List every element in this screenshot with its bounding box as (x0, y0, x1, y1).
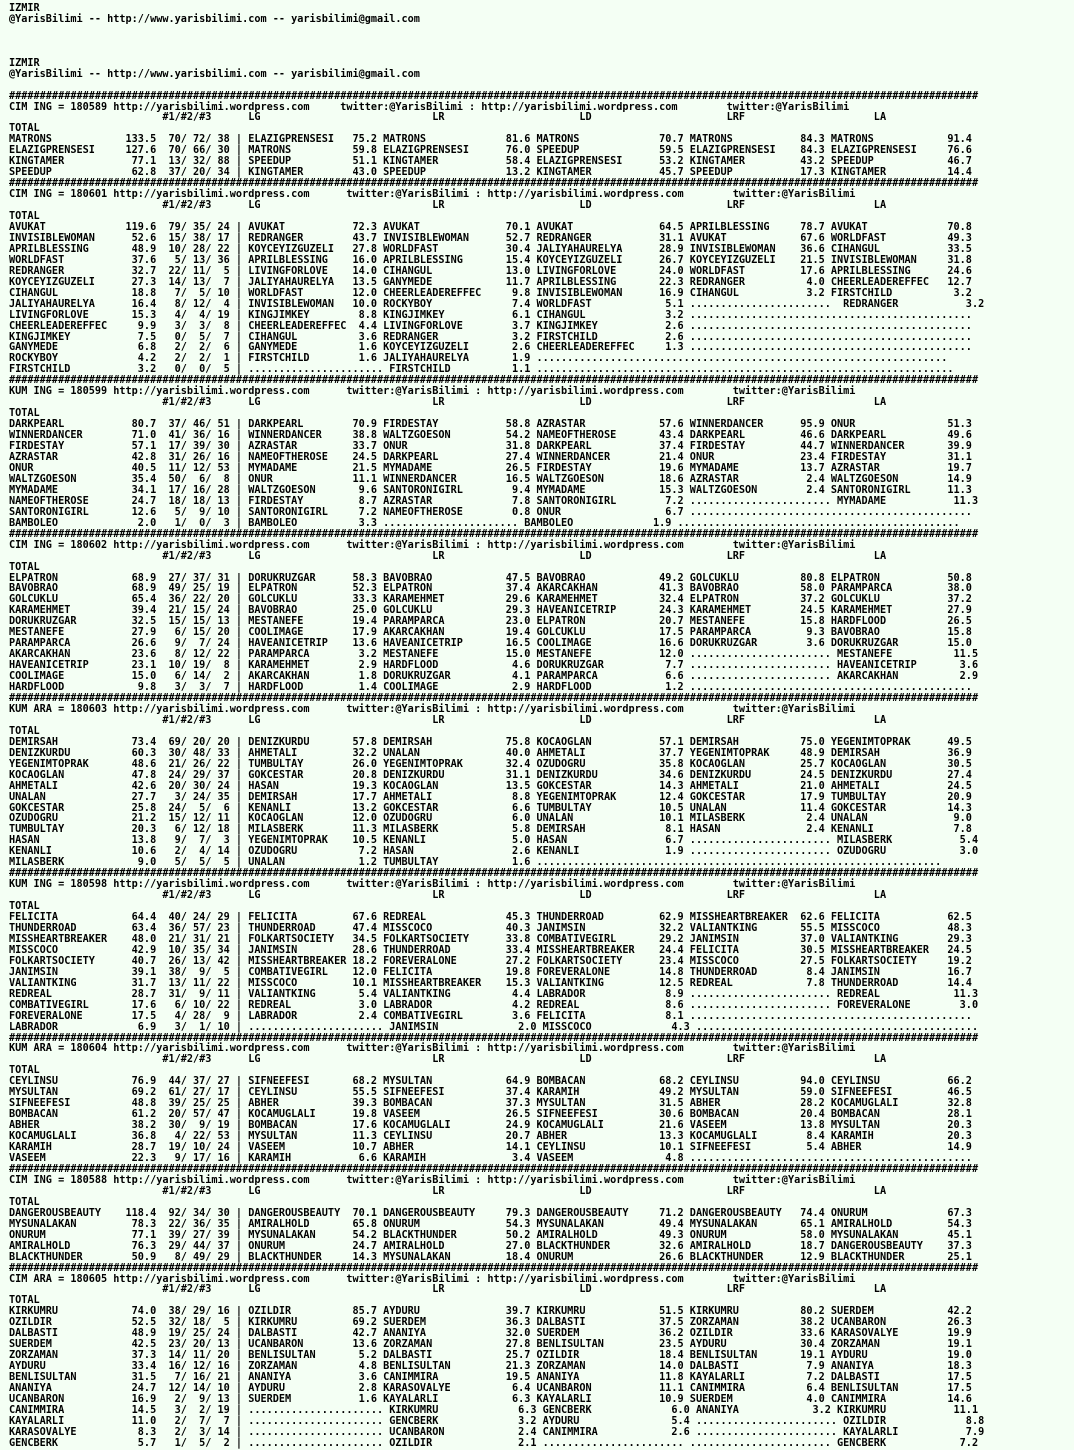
column-header: #1/#2/#3 LG LR LD LRF LA (9, 890, 887, 902)
race-header: KUM ING = 180599 http://yarisbilimi.wordpress.com twitter:@YarisBilimi : http://yarisbilimi.wordpress.com twitter:@YarisBilimi (9, 386, 856, 398)
page-title-1: IZMIR (9, 3, 40, 14)
table-row: UNALAN 27.7 3/ 24/ 35 | DEMIRSAH 17.7 AHMETALI 8.8 YEGENIMTOPRAK 12.4 GOKCESTAR 17.9 TUMBULTAY 20.9 (9, 791, 972, 803)
table-row: ONUR 40.5 11/ 12/ 53 | MYMADAME 21.5 MYMADAME 26.5 FIRDESTAY 19.6 MYMADAME 13.7 AZRASTAR 19.7 (9, 462, 972, 474)
table-row: GANYMEDE 6.8 2/ 2/ 6 | GANYMEDE 1.6 KOYCEYIZGUZELI 2.6 CHEERLEADEREFFEC 1.3 .............................................. (9, 342, 972, 354)
table-row: WORLDFAST 37.6 5/ 13/ 36 | APRILBLESSING 16.0 APRILBLESSING 15.4 KOYCEYIZGUZELI 26.7 KOYCEYIZGUZELI 21.5 INVISIBLEWOMAN 31.8 (9, 254, 972, 266)
table-row: NAMEOFTHEROSE 24.7 18/ 18/ 13 | FIRDESTAY 8.7 AZRASTAR 7.8 SANTORONIGIRL 7.2 ....................... MYMADAME 11.3 (9, 495, 979, 507)
total-label: TOTAL (9, 1196, 40, 1208)
contact-line-2: @YarisBilimi -- http://www.yarisbilimi.com -- yarisbilimi@gmail.com (9, 68, 420, 80)
separator-line: ############################################################################################################################################################## (9, 528, 979, 540)
table-row: CIHANGUL 18.8 7/ 5/ 10 | WORLDFAST 12.0 CHEERLEADEREFFEC 9.8 INVISIBLEWOMAN 16.9 CIHANGUL 3.2 FIRSTCHILD 3.2 (9, 287, 972, 299)
table-row: FIRSTCHILD 3.2 0/ 0/ 5 | ...................... FIRSTCHILD 1.1 .................................................................... (9, 364, 954, 376)
separator-line: ############################################################################################################################################################## (9, 1262, 979, 1274)
table-row: MISSCOCO 42.9 10/ 35/ 34 | JANIMSIN 28.6 THUNDERROAD 33.4 MISSHEARTBREAKER 24.4 FELICITA 30.5 MISSHEARTBREAKER 24.5 (9, 944, 972, 956)
table-row: ROCKYBOY 4.2 2/ 2/ 1 | FIRSTCHILD 1.6 JALIYAHAURELYA 1.9 ................................................................... (9, 353, 948, 365)
race-section (9, 1165, 1074, 1264)
table-row: MILASBERK 9.0 5/ 5/ 5 | UNALAN 1.2 TUMBULTAY 1.6 .................................................................. (9, 857, 942, 869)
race-section (9, 1264, 1074, 1450)
table-row: JALIYAHAURELYA 16.4 8/ 12/ 4 | INVISIBLEWOMAN 10.0 ROCKYBOY 7.4 WORLDFAST 5.1 ....................... REDRANGER 3.2 (9, 298, 985, 310)
race-header: CIM ARA = 180605 http://yarisbilimi.wordpress.com twitter:@YarisBilimi : http://yarisbilimi.wordpress.com twitter:@YarisBilimi (9, 1273, 856, 1285)
total-label: TOTAL (9, 725, 40, 737)
column-header: #1/#2/#3 LG LR LD LRF LA (9, 200, 887, 212)
table-row: MATRONS 133.5 70/ 72/ 38 | ELAZIGPRENSESI 75.2 MATRONS 81.6 MATRONS 70.7 MATRONS 84.3 MATRONS 91.4 (9, 134, 972, 146)
race-section (9, 869, 1074, 1033)
table-row: REDREAL 28.7 31/ 9/ 11 | VALIANTKING 5.4 VALIANTKING 4.4 LABRADOR 8.9 ....................... REDREAL 11.3 (9, 988, 979, 1000)
table-row: ELAZIGPRENSESI 127.6 70/ 66/ 30 | MATRONS 59.8 ELAZIGPRENSESI 76.0 SPEEDUP 59.5 ELAZIGPRENSESI 84.3 ELAZIGPRENSESI 76.6 (9, 145, 972, 157)
separator-line: ############################################################################################################################################################## (9, 375, 979, 387)
table-row: THUNDERROAD 63.4 36/ 57/ 23 | THUNDERROAD 47.4 MISSCOCO 40.3 JANIMSIN 32.2 VALIANTKING 55.5 MISSCOCO 48.3 (9, 923, 972, 934)
table-row: DANGEROUSBEAUTY 118.4 92/ 34/ 30 | DANGEROUSBEAUTY 70.1 DANGEROUSBEAUTY 79.3 DANGEROUSBEAUTY 71.2 DANGEROUSBEAUTY 74.4 ONURUM 67.3 (9, 1207, 972, 1219)
table-row: REDRANGER 32.7 22/ 11/ 5 | LIVINGFORLOVE 14.0 CIHANGUL 13.0 LIVINGFORLOVE 24.0 WORLDFAST 17.6 APRILBLESSING 24.6 (9, 265, 972, 277)
contact-line-1: @YarisBilimi -- http://www.yarisbilimi.com -- yarisbilimi@gmail.com (9, 13, 420, 25)
table-row: AKARCAKHAN 23.6 8/ 12/ 22 | PARAMPARCA 3.2 MESTANEFE 15.0 MESTANEFE 12.0 ....................... MESTANEFE 11.5 (9, 649, 979, 661)
table-row: BAMBOLEO 2.0 1/ 0/ 3 | BAMBOLEO 3.3 ...................... BAMBOLEO 1.9 .............................................. (9, 517, 960, 529)
table-row: UCANBARON 16.9 2/ 9/ 13 | SUERDEM 1.6 KAYALARLI 6.3 KAYALARLI 10.9 SUERDEM 4.0 CANIMMIRA 14.6 (9, 1393, 972, 1405)
race-section (9, 92, 1074, 180)
table-row: KINGJIMKEY 7.5 0/ 5/ 7 | CIHANGUL 3.6 REDRANGER 3.2 FIRSTCHILD 2.6 .............................................. (9, 331, 972, 343)
table-row: SANTORONIGIRL 12.6 5/ 9/ 10 | SANTORONIGIRL 7.2 NAMEOFTHEROSE 0.8 ONUR 6.7 .............................................. (9, 506, 972, 518)
table-row: BAVOBRAO 68.9 49/ 25/ 19 | ELPATRON 52.3 ELPATRON 37.4 AKARCAKHAN 41.3 BAVOBRAO 58.0 PARAMPARCA 38.0 (9, 583, 972, 595)
table-row: BLACKTHUNDER 50.9 8/ 49/ 29 | BLACKTHUNDER 14.3 MYSUNALAKAN 18.4 ONURUM 26.6 BLACKTHUNDER 12.9 BLACKTHUNDER 25.1 (9, 1251, 972, 1263)
table-row: AVUKAT 119.6 79/ 35/ 24 | AVUKAT 72.3 AVUKAT 70.1 AVUKAT 64.5 APRILBLESSING 78.7 AVUKAT 70.8 (9, 222, 972, 233)
separator-line: ############################################################################################################################################################## (9, 868, 979, 880)
column-header: #1/#2/#3 LG LR LD LRF LA (9, 714, 887, 726)
table-row: JANIMSIN 39.1 38/ 9/ 5 | COMBATIVEGIRL 12.0 FELICITA 19.8 FOREVERALONE 14.8 THUNDERROAD 8.4 JANIMSIN 16.7 (9, 966, 972, 978)
table-row: KARAMEHMET 39.4 21/ 15/ 24 | BAVOBRAO 25.0 GOLCUKLU 29.3 HAVEANICETRIP 24.3 KARAMEHMET 24.5 KARAMEHMET 27.9 (9, 605, 972, 617)
table-row: COMBATIVEGIRL 17.6 6/ 10/ 22 | REDREAL 3.0 LABRADOR 4.2 REDREAL 8.6 ....................... FOREVERALONE 3.0 (9, 999, 979, 1011)
separator-line: ############################################################################################################################################################## (9, 90, 979, 102)
race-header: CIM ING = 180588 http://yarisbilimi.wordpress.com twitter:@YarisBilimi : http://yarisbilimi.wordpress.com twitter:@YarisBilimi (9, 1174, 856, 1186)
column-header: #1/#2/#3 LG LR LD LRF LA (9, 1054, 887, 1066)
table-row: LIVINGFORLOVE 15.3 4/ 4/ 19 | KINGJIMKEY 8.8 KINGJIMKEY 6.1 CIHANGUL 3.2 .............................................. (9, 309, 972, 321)
table-row: AHMETALI 42.6 20/ 30/ 24 | HASAN 19.3 KOCAOGLAN 13.5 GOKCESTAR 14.3 AHMETALI 21.0 AHMETALI 24.5 (9, 780, 972, 792)
table-row: ZORZAMAN 37.3 14/ 11/ 20 | BENLISULTAN 5.2 DALBASTI 25.7 OZILDIR 18.4 BENLISULTAN 19.1 AYDURU 19.0 (9, 1350, 972, 1362)
table-row: AYDURU 33.4 16/ 12/ 16 | ZORZAMAN 4.8 BENLISULTAN 21.3 ZORZAMAN 14.0 DALBASTI 7.9 ANANIYA 18.3 (9, 1361, 972, 1373)
race-section (9, 179, 1074, 376)
total-label: TOTAL (9, 1295, 40, 1307)
table-row: MYSULTAN 69.2 61/ 27/ 17 | CEYLINSU 55.5 SIFNEEFESI 37.4 KARAMIH 49.2 MYSULTAN 59.0 SIFNEEFESI 46.5 (9, 1087, 972, 1099)
total-label: TOTAL (9, 561, 40, 573)
table-row: PARAMPARCA 26.6 9/ 7/ 24 | HAVEANICETRIP 13.6 HAVEANICETRIP 16.5 COOLIMAGE 16.6 DORUKRUZGAR 3.6 DORUKRUZGAR 15.0 (9, 638, 972, 650)
race-section (9, 1034, 1074, 1165)
race-header: CIM ING = 180589 http://yarisbilimi.wordpress.com twitter:@YarisBilimi : http://yarisbilimi.wordpress.com twitter:@YarisBilimi (9, 101, 850, 113)
total-label: TOTAL (9, 123, 40, 135)
total-label: TOTAL (9, 1065, 40, 1077)
race-sections (9, 92, 1074, 1450)
race-section (9, 530, 1074, 694)
race-section (9, 376, 1074, 529)
total-label: TOTAL (9, 901, 40, 913)
table-row: FOLKARTSOCIETY 40.7 26/ 13/ 42 | MISSHEARTBREAKER 18.2 FOREVERALONE 27.2 FOLKARTSOCIETY 23.4 MISSCOCO 27.5 FOLKARTSOCIETY 19.2 (9, 955, 972, 967)
column-header: #1/#2/#3 LG LR LD LRF LA (9, 1185, 887, 1197)
table-row: BOMBACAN 61.2 20/ 57/ 47 | KOCAMUGLALI 19.8 VASEEM 26.5 SIFNEEFESI 30.6 BOMBACAN 20.4 BOMBACAN 28.1 (9, 1109, 972, 1121)
table-row: KOCAMUGLALI 36.8 4/ 22/ 53 | MYSULTAN 11.3 CEYLINSU 20.7 ABHER 13.3 KOCAMUGLALI 8.4 KARAMIH 20.3 (9, 1131, 972, 1143)
table-row: KENANLI 10.6 2/ 4/ 14 | OZUDOGRU 7.2 HASAN 2.6 KENANLI 1.9 ....................... OZUDOGRU 3.0 (9, 846, 979, 858)
table-row: DALBASTI 48.9 19/ 25/ 24 | DALBASTI 42.7 ANANIYA 32.0 SUERDEM 36.2 OZILDIR 33.6 KARASOVALYE 19.9 (9, 1328, 972, 1340)
column-header: #1/#2/#3 LG LR LD LRF LA (9, 112, 887, 124)
total-label: TOTAL (9, 211, 40, 223)
table-row: COOLIMAGE 15.0 6/ 14/ 2 | AKARCAKHAN 1.8 DORUKRUZGAR 4.1 PARAMPARCA 6.6 ....................... AKARCAKHAN 2.9 (9, 671, 979, 683)
table-row: GENCBERK 5.7 1/ 5/ 2 | ...................... OZILDIR 2.1 ....................... ....................... GENCBERK 7.2 (9, 1437, 979, 1449)
table-row: MESTANEFE 27.9 6/ 15/ 20 | COOLIMAGE 17.9 AKARCAKHAN 19.4 GOLCUKLU 17.5 PARAMPARCA 9.3 BAVOBRAO 15.8 (9, 627, 972, 639)
table-row: YEGENIMTOPRAK 48.6 21/ 26/ 22 | TUMBULTAY 26.0 YEGENIMTOPRAK 32.4 OZUDOGRU 35.8 KOCAOGLAN 25.7 KOCAOGLAN 30.5 (9, 758, 972, 770)
separator-line: ############################################################################################################################################################## (9, 1163, 979, 1175)
table-row: ELPATRON 68.9 27/ 37/ 31 | DORUKRUZGAR 58.3 BAVOBRAO 47.5 BAVOBRAO 49.2 GOLCUKLU 80.8 ELPATRON 50.8 (9, 572, 972, 584)
race-header: KUM ING = 180598 http://yarisbilimi.wordpress.com twitter:@YarisBilimi : http://yarisbilimi.wordpress.com twitter:@YarisBilimi (9, 879, 856, 891)
report-document (9, 4, 1074, 1450)
table-row: DEMIRSAH 73.4 69/ 20/ 20 | DENIZKURDU 57.8 DEMIRSAH 75.8 KOCAOGLAN 57.1 DEMIRSAH 75.0 YEGENIMTOPRAK 49.5 (9, 736, 972, 748)
table-row: MYSUNALAKAN 78.3 22/ 36/ 35 | AMIRALHOLD 65.8 ONURUM 54.3 MYSUNALAKAN 49.4 MYSUNALAKAN 65.1 AMIRALHOLD 54.3 (9, 1218, 972, 1230)
table-row: KOCAOGLAN 47.8 24/ 29/ 37 | GOKCESTAR 20.8 DENIZKURDU 31.1 DENIZKURDU 34.6 DENIZKURDU 24.5 DENIZKURDU 27.4 (9, 769, 972, 781)
table-row: AMIRALHOLD 76.3 29/ 44/ 37 | ONURUM 24.7 AMIRALHOLD 27.0 BLACKTHUNDER 32.6 AMIRALHOLD 18.7 DANGEROUSBEAUTY 37.3 (9, 1240, 972, 1252)
table-row: KOYCEYIZGUZELI 27.3 14/ 13/ 7 | JALIYAHAURELYA 13.5 GANYMEDE 11.7 APRILBLESSING 22.3 REDRANGER 4.0 CHEERLEADEREFFEC 12.7 (9, 276, 972, 288)
table-row: OZUDOGRU 21.2 15/ 12/ 11 | KOCAOGLAN 12.0 OZUDOGRU 6.0 UNALAN 10.1 MILASBERK 2.4 UNALAN 9.0 (9, 813, 972, 825)
table-row: KIRKUMRU 74.0 38/ 29/ 16 | OZILDIR 85.7 AYDURU 39.7 KIRKUMRU 51.5 KIRKUMRU 80.2 SUERDEM 42.2 (9, 1306, 972, 1318)
table-row: BENLISULTAN 31.5 7/ 16/ 21 | ANANIYA 3.6 CANIMMIRA 19.5 ANANIYA 11.8 KAYALARLI 7.2 DALBASTI 17.5 (9, 1372, 972, 1384)
table-row: CEYLINSU 76.9 44/ 37/ 27 | SIFNEEFESI 68.2 MYSULTAN 64.9 BOMBACAN 68.2 CEYLINSU 94.0 CEYLINSU 66.2 (9, 1076, 972, 1088)
table-row: SIFNEEFESI 48.8 39/ 25/ 25 | ABHER 39.3 BOMBACAN 37.3 MYSULTAN 31.5 ABHER 28.2 KOCAMUGLALI 32.8 (9, 1098, 972, 1110)
race-header: KUM ARA = 180604 http://yarisbilimi.wordpress.com twitter:@YarisBilimi : http://yarisbilimi.wordpress.com twitter:@YarisBilimi (9, 1043, 856, 1055)
table-row: CHEERLEADEREFFEC 9.9 3/ 3/ 8 | CHEERLEADEREFFEC 4.4 LIVINGFORLOVE 3.7 KINGJIMKEY 2.6 .............................................. (9, 320, 972, 332)
table-row: KARAMIH 28.7 19/ 10/ 24 | VASEEM 10.7 ABHER 14.1 CEYLINSU 10.1 SIFNEEFESI 5.4 ABHER 14.9 (9, 1142, 972, 1154)
table-row: SPEEDUP 62.8 37/ 20/ 34 | KINGTAMER 43.0 SPEEDUP 13.2 KINGTAMER 45.7 SPEEDUP 17.3 KINGTAMER 14.4 (9, 167, 972, 179)
table-row: DORUKRUZGAR 32.5 15/ 15/ 13 | MESTANEFE 19.4 PARAMPARCA 23.0 ELPATRON 20.7 MESTANEFE 15.8 HARDFLOOD 26.5 (9, 616, 972, 628)
column-header: #1/#2/#3 LG LR LD LRF LA (9, 1284, 887, 1296)
table-row: OZILDIR 52.5 32/ 18/ 5 | KIRKUMRU 69.2 SUERDEM 36.3 DALBASTI 37.5 ZORZAMAN 38.2 UCANBARON 26.3 (9, 1317, 972, 1329)
separator-line: ############################################################################################################################################################## (9, 178, 979, 190)
separator-line: ############################################################################################################################################################## (9, 692, 979, 704)
table-row: WALTZGOESON 35.4 50/ 6/ 8 | ONUR 11.1 WINNERDANCER 16.5 WALTZGOESON 18.6 AZRASTAR 2.4 WALTZGOESON 14.9 (9, 473, 972, 485)
table-row: KAYALARLI 11.0 2/ 7/ 7 | ...................... GENCBERK 3.2 AYDURU 5.4 ....................... OZILDIR 8.8 (9, 1415, 985, 1427)
table-row: AZRASTAR 42.8 31/ 26/ 16 | NAMEOFTHEROSE 24.5 DARKPEARL 27.4 WINNERDANCER 21.4 ONUR 23.4 FIRDESTAY 31.1 (9, 452, 972, 464)
table-row: LABRADOR 6.9 3/ 1/ 10 | ...................... JANIMSIN 2.0 MISSCOCO 4.3 .............................................. (9, 1021, 979, 1033)
table-row: CANIMMIRA 14.5 3/ 2/ 19 | ...................... KIRKUMRU 6.3 GENCBERK 6.0 ANANIYA 3.2 KIRKUMRU 11.1 (9, 1404, 979, 1416)
table-row: WINNERDANCER 71.0 41/ 36/ 16 | WINNERDANCER 38.8 WALTZGOESON 54.2 NAMEOFTHEROSE 43.4 DARKPEARL 46.6 DARKPEARL 49.6 (9, 430, 972, 442)
separator-line: ############################################################################################################################################################## (9, 1032, 979, 1044)
table-row: ANANIYA 24.7 12/ 14/ 10 | AYDURU 2.8 KARASOVALYE 6.4 UCANBARON 11.1 CANIMMIRA 6.4 BENLISULTAN 17.5 (9, 1383, 972, 1395)
table-row: MYMADAME 34.1 17/ 16/ 28 | WALTZGOESON 9.6 SANTORONIGIRL 9.4 MYMADAME 15.3 WALTZGOESON 2.4 SANTORONIGIRL 11.3 (9, 484, 972, 496)
table-row: MISSHEARTBREAKER 48.0 21/ 31/ 21 | FOLKARTSOCIETY 34.5 FOLKARTSOCIETY 33.8 COMBATIVEGIRL 29.2 JANIMSIN 37.0 VALIANTKING 29.3 (9, 933, 972, 945)
table-row: GOLCUKLU 65.4 36/ 22/ 20 | GOLCUKLU 33.3 KARAMEHMET 29.6 KARAMEHMET 32.4 ELPATRON 37.2 GOLCUKLU 37.2 (9, 594, 972, 606)
table-row: FOREVERALONE 17.5 4/ 28/ 9 | LABRADOR 2.4 COMBATIVEGIRL 3.6 FELICITA 8.1 .............................................. (9, 1010, 972, 1022)
table-row: KINGTAMER 77.1 13/ 32/ 88 | SPEEDUP 51.1 KINGTAMER 58.4 ELAZIGPRENSESI 53.2 KINGTAMER 43.2 SPEEDUP 46.7 (9, 156, 972, 168)
race-header: CIM ING = 180602 http://yarisbilimi.wordpress.com twitter:@YarisBilimi : http://yarisbilimi.wordpress.com twitter:@YarisBilimi (9, 539, 856, 551)
table-row: DENIZKURDU 60.3 30/ 48/ 33 | AHMETALI 32.2 UNALAN 40.0 AHMETALI 37.7 YEGENIMTOPRAK 48.9 DEMIRSAH 36.9 (9, 747, 972, 759)
table-row: GOKCESTAR 25.8 24/ 5/ 6 | KENANLI 13.2 GOKCESTAR 6.6 TUMBULTAY 10.5 UNALAN 11.4 GOKCESTAR 14.3 (9, 802, 972, 814)
table-row: HAVEANICETRIP 23.1 10/ 19/ 8 | KARAMEHMET 2.9 HARDFLOOD 4.6 DORUKRUZGAR 7.7 ....................... HAVEANICETRIP 3.6 (9, 660, 979, 672)
table-row: FELICITA 64.4 40/ 24/ 29 | FELICITA 67.6 REDREAL 45.3 THUNDERROAD 62.9 MISSHEARTBREAKER 62.6 FELICITA 62.5 (9, 912, 972, 924)
table-row: DARKPEARL 80.7 37/ 46/ 51 | DARKPEARL 70.9 FIRDESTAY 58.8 AZRASTAR 57.6 WINNERDANCER 95.9 ONUR 51.3 (9, 419, 972, 431)
table-row: KARASOVALYE 8.3 2/ 3/ 14 | ...................... UCANBARON 2.4 CANIMMIRA 2.6 ....................... KAYALARLI 7.9 (9, 1426, 985, 1438)
column-header: #1/#2/#3 LG LR LD LRF LA (9, 550, 887, 562)
table-row: INVISIBLEWOMAN 52.6 15/ 38/ 17 | REDRANGER 43.7 INVISIBLEWOMAN 52.7 REDRANGER 31.1 AVUKAT 67.6 WORLDFAST 49.3 (9, 232, 972, 244)
table-row: TUMBULTAY 20.3 6/ 12/ 18 | MILASBERK 11.3 MILASBERK 5.8 DEMIRSAH 8.1 HASAN 2.4 KENANLI 7.8 (9, 824, 972, 836)
table-row: HASAN 13.8 9/ 7/ 3 | YEGENIMTOPRAK 10.5 KENANLI 5.0 HASAN 6.7 ....................... MILASBERK 5.4 (9, 835, 979, 847)
table-row: ABHER 38.2 30/ 9/ 19 | BOMBACAN 17.6 KOCAMUGLALI 24.9 KOCAMUGLALI 21.6 VASEEM 13.8 MYSULTAN 20.3 (9, 1120, 972, 1132)
race-header: KUM ARA = 180603 http://yarisbilimi.wordpress.com twitter:@YarisBilimi : http://yarisbilimi.wordpress.com twitter:@YarisBilimi (9, 703, 856, 715)
table-row: APRILBLESSING 48.9 10/ 28/ 22 | KOYCEYIZGUZELI 27.8 WORLDFAST 30.4 JALIYAHAURELYA 28.9 INVISIBLEWOMAN 36.6 CIHANGUL 33.5 (9, 243, 972, 255)
total-label: TOTAL (9, 408, 40, 420)
table-row: FIRDESTAY 57.1 17/ 39/ 30 | AZRASTAR 33.7 ONUR 31.8 DARKPEARL 37.4 FIRDESTAY 44.7 WINNERDANCER 39.9 (9, 441, 972, 453)
table-row: ONURUM 77.1 39/ 27/ 39 | MYSUNALAKAN 54.2 BLACKTHUNDER 50.2 AMIRALHOLD 49.3 ONURUM 58.0 MYSUNALAKAN 45.1 (9, 1229, 972, 1241)
column-header: #1/#2/#3 LG LR LD LRF LA (9, 397, 887, 409)
race-header: CIM ING = 180601 http://yarisbilimi.wordpress.com twitter:@YarisBilimi : http://yarisbilimi.wordpress.com twitter:@YarisBilimi (9, 189, 856, 201)
page-title-2: IZMIR (9, 57, 40, 69)
table-row: VASEEM 22.3 9/ 17/ 16 | KARAMIH 6.6 KARAMIH 3.4 VASEEM 4.8 .............................................. (9, 1153, 972, 1165)
race-section (9, 694, 1074, 869)
table-row: HARDFLOOD 9.8 3/ 3/ 7 | HARDFLOOD 1.4 COOLIMAGE 2.9 HARDFLOOD 1.2 .............................................. (9, 682, 972, 694)
table-row: SUERDEM 42.5 23/ 20/ 13 | UCANBARON 13.6 ZORZAMAN 27.8 BENLISULTAN 23.5 AYDURU 30.4 ZORZAMAN 19.1 (9, 1339, 972, 1351)
table-row: VALIANTKING 31.7 13/ 11/ 22 | MISSCOCO 10.1 MISSHEARTBREAKER 15.3 VALIANTKING 12.5 REDREAL 7.8 THUNDERROAD 14.4 (9, 977, 972, 989)
